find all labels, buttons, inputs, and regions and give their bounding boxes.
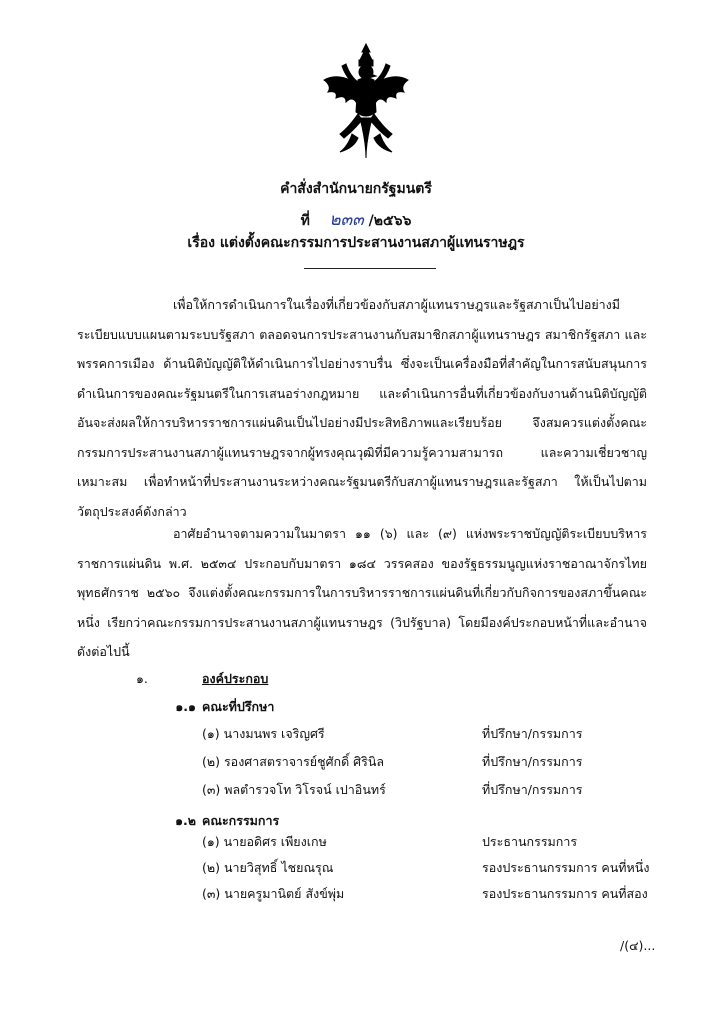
order-number-line	[0, 206, 712, 233]
order-title: คำสั่งสำนักนายกรัฐมนตรี	[280, 181, 432, 197]
committee-member-role: ประธานกรรมการ	[482, 834, 578, 849]
committee-member-name: (๒) นายวิสุทธิ์ ไชยณรุณ	[202, 860, 334, 875]
order-subject: เรื่อง แต่งตั้งคณะกรรมการประสานงานสภาผู้แทนราษฎร	[187, 235, 525, 251]
committee-member-role: รองประธานกรรมการ คนที่หนึ่ง	[482, 860, 650, 875]
committee-member-role: รองประธานกรรมการ คนที่สอง	[482, 886, 648, 901]
body-paragraph-2: อาศัยอำนาจตามความในมาตรา ๑๑ (๖) และ (๙) แห่งพระราชบัญญัติระเบียบบริหารราชการแผ่นดิน พ.ศ. ๒๕๓๔ ประกอบกับมาตรา ๑๘๔ วรรคสอง ของรัฐธรรมนูญแห่งราชอาณาจักรไทย พุทธศักราช ๒๕๖๐ จึงแต่งตั้งคณะกรรมการในการบริหารราชการแผ่นดินที่เกี่ยวกับกิจการของสภาขึ้นคณะหนึ่ง เรียกว่าคณะกรรมการประสานงานสภาผู้แทนราษฎร (วิปรัฐบาล) โดยมีองค์ประกอบหน้าที่และอำนาจ ดังต่อไปนี้	[77, 526, 647, 659]
committee-number: ๑.๒	[175, 813, 196, 828]
next-page-marker: /(๔)...	[620, 938, 656, 953]
committee-member-name: (๑) นายอดิศร เพียงเกษ	[202, 834, 327, 849]
advisor-role: ที่ปรึกษา/กรรมการ	[482, 754, 583, 769]
body-paragraph-1: เพื่อให้การดำเนินการในเรื่องที่เกี่ยวข้องกับสภาผู้แทนราษฎรและรัฐสภาเป็นไปอย่างมีระเบียบแบบแผนตามระบบรัฐสภา ตลอดจนการประสานงานกับสมาชิกสภาผู้แทนราษฎร สมาชิกรัฐสภา และพรรคการเมือง ด้านนิติบัญญัติให้ดำเนินการไปอย่างราบรื่น ซึ่งจะเป็นเครื่องมือที่สำคัญในการสนับสนุนการดำเนินการของคณะรัฐมนตรีในการเสนอร่างกฎหมาย และดำเนินการอื่นที่เกี่ยวข้องกับงานด้านนิติบัญญัติอันจะส่งผลให้การบริหารราชการแผ่นดินเป็นไปอย่างมีประสิทธิภาพและเรียบร้อย จึงสมควรแต่งตั้งคณะกรรมการประสานงานสภาผู้แทนราษฎรจากผู้ทรงคุณวุฒิที่มีความรู้ความสามารถ และความเชี่ยวชาญเหมาะสม เพื่อทำหน้าที่ประสานงานระหว่างคณะรัฐมนตรีกับสภาผู้แทนราษฎรและรัฐสภา ให้เป็นไปตามวัตถุประสงค์ดังกล่าว	[77, 297, 647, 519]
order-number-handwritten: ๒๓๓	[329, 210, 364, 230]
section-1-title: องค์ประกอบ	[202, 671, 269, 686]
advisor-name: (๒) รองศาสตราจารย์ชูศักดิ์ ศิรินิล	[202, 754, 385, 769]
order-number-suffix: /๒๕๖๖	[368, 213, 412, 229]
advisor-name: (๑) นางมนพร เจริญศรี	[202, 726, 325, 741]
advisors-number: ๑.๑	[175, 699, 196, 714]
committee-member-name: (๓) นายครูมานิตย์ สังข์พุ่ม	[202, 886, 345, 901]
title-divider	[304, 268, 436, 269]
order-number-prefix: ที่	[300, 213, 310, 229]
advisor-name: (๓) พลตำรวจโท วิโรจน์ เปาอินทร์	[202, 782, 386, 797]
advisors-title: คณะที่ปรึกษา	[202, 699, 275, 714]
garuda-emblem	[318, 42, 414, 162]
section-1-number: ๑.	[136, 671, 148, 686]
advisor-role: ที่ปรึกษา/กรรมการ	[482, 726, 583, 741]
advisor-role: ที่ปรึกษา/กรรมการ	[482, 782, 583, 797]
committee-title: คณะกรรมการ	[202, 813, 280, 828]
